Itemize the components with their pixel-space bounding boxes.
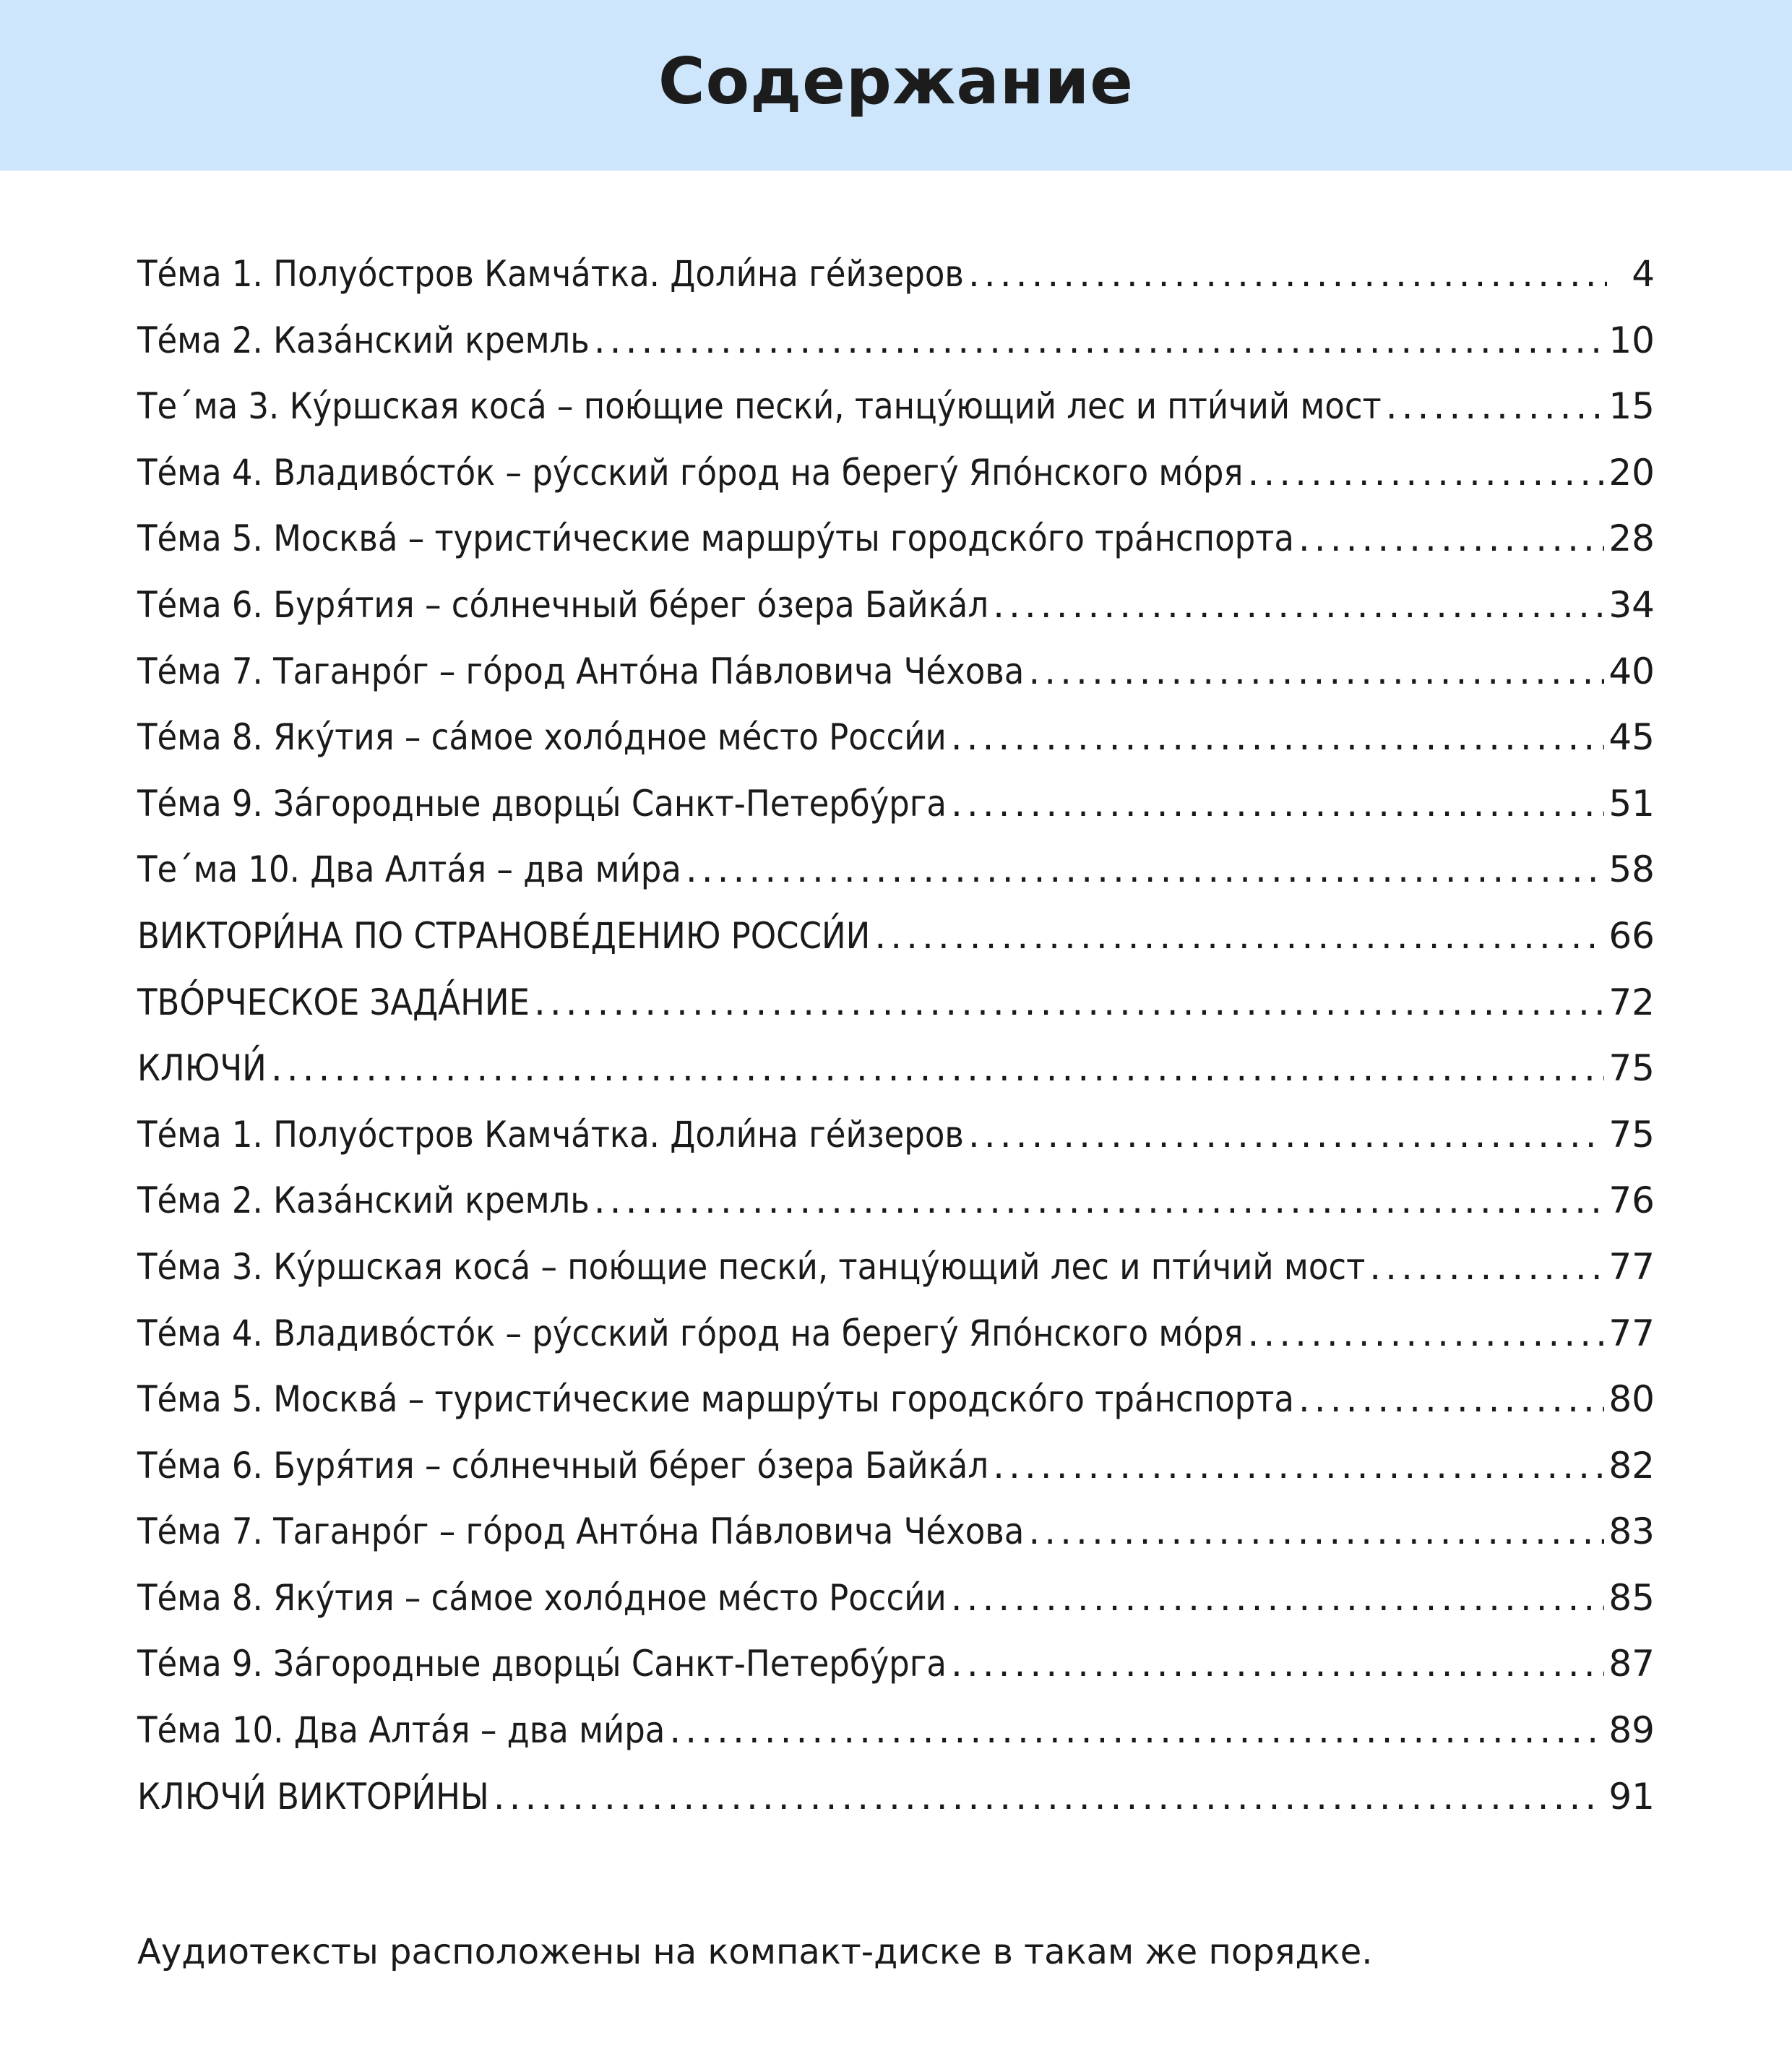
toc-entry[interactable] [137,308,1655,374]
toc-entry-title: Те́ма 4. Владиво́сто́к – ру́сский го́род на берегу́ Япо́нского мо́ря [137,1312,1244,1354]
toc-entry[interactable] [137,1367,1655,1433]
audio-note: Аудиотексты расположены на компакт-диске в такам же порядке. [137,1932,1373,1972]
dot-leader [686,837,1605,903]
dot-leader [951,1631,1604,1698]
toc-entry[interactable] [137,241,1655,308]
header-banner [0,0,1792,171]
toc-entry-page: 82 [1608,1444,1655,1487]
toc-entry[interactable] [137,903,1655,970]
toc-entry-title: Те́ма 9. За́городные дворцы́ Санкт-Петербу́рга [137,782,947,825]
toc-entry[interactable] [137,1698,1655,1764]
toc-entry-title: Те́ма 1. Полуо́стров Камча́тка. Доли́на ге́йзеров [137,253,964,295]
toc-entry[interactable] [137,705,1655,771]
toc-entry-page: 45 [1608,716,1655,759]
dot-leader [494,1764,1605,1831]
dot-leader [968,241,1607,308]
dot-leader [594,308,1605,374]
toc-entry[interactable] [137,837,1655,903]
toc-entry-page: 80 [1608,1378,1655,1421]
toc-entry-page: 4 [1632,253,1655,295]
table-of-contents [137,241,1655,1830]
toc-entry-title: Те´ма 10. Два Алта́я – два ми́ра [137,848,681,891]
page-title: Содержание [658,43,1134,119]
toc-entry[interactable] [137,1631,1655,1698]
toc-entry[interactable] [137,1102,1655,1169]
toc-entry-page: 87 [1608,1643,1655,1685]
dot-leader [993,1433,1604,1500]
dot-leader [669,1698,1604,1764]
toc-entry[interactable] [137,440,1655,507]
toc-entry-page: 83 [1608,1510,1655,1553]
dot-leader [951,1565,1605,1632]
toc-entry-page: 34 [1608,583,1655,626]
toc-entry-title: Те́ма 8. Яку́тия – са́мое холо́дное ме́сто Росси́и [137,716,947,759]
toc-entry-title: Те́ма 2. Каза́нский кремль [137,1179,590,1222]
dot-leader [271,1036,1605,1102]
dot-leader [993,572,1604,639]
dot-leader [1247,1301,1604,1367]
toc-entry-page: 91 [1608,1775,1655,1818]
toc-entry-title: Те´ма 3. Ку́ршская коса́ – пою́щие пески́, танцу́ющий лес и пти́чий мост [137,385,1382,428]
dot-leader [1028,1499,1604,1565]
toc-entry-page: 77 [1608,1245,1655,1288]
dot-leader [874,903,1604,970]
toc-entry-page: 51 [1608,782,1655,825]
toc-entry[interactable] [137,374,1655,440]
toc-entry-page: 75 [1608,1047,1655,1090]
toc-entry-page: 28 [1608,517,1655,560]
toc-entry-title: Те́ма 3. Ку́ршская коса́ – пою́щие пески́, танцу́ющий лес и пти́чий мост [137,1245,1366,1288]
dot-leader [534,970,1604,1036]
toc-entry-title: Те́ма 6. Буря́тия – со́лнечный бе́рег о́зера Байка́л [137,1444,989,1487]
toc-entry[interactable] [137,1499,1655,1565]
toc-entry-title: Те́ма 7. Таганро́г – го́род Анто́на Па́вловича Че́хова [137,1510,1025,1553]
toc-entry-title: Те́ма 8. Яку́тия – са́мое холо́дное ме́сто Росси́и [137,1576,947,1619]
dot-leader [1028,639,1604,705]
toc-entry-page: 72 [1608,981,1655,1023]
toc-entry[interactable] [137,1036,1655,1102]
toc-entry-page: 75 [1608,1113,1655,1156]
toc-entry-title: ТВО́РЧЕСКОЕ ЗАДА́НИЕ [137,981,530,1023]
dot-leader [951,705,1605,771]
toc-entry-title: Те́ма 7. Таганро́г – го́род Анто́на Па́вловича Че́хова [137,650,1025,692]
dot-leader [1369,1234,1604,1301]
toc-entry-page: 40 [1608,650,1655,692]
toc-entry[interactable] [137,1168,1655,1234]
toc-entry-title: Те́ма 4. Владиво́сто́к – ру́сский го́род на берегу́ Япо́нского мо́ря [137,451,1244,494]
toc-entry-title: Те́ма 2. Каза́нский кремль [137,319,590,361]
toc-entry-page: 15 [1608,385,1655,428]
dot-leader [1247,440,1604,507]
dot-leader [968,1102,1604,1169]
toc-entry[interactable] [137,970,1655,1036]
toc-entry-title: КЛЮЧИ́ ВИКТОРИ́НЫ [137,1775,489,1818]
toc-entry-page: 85 [1608,1576,1655,1619]
toc-entry-page: 89 [1608,1709,1655,1752]
toc-entry-title: Те́ма 10. Два Алта́я – два ми́ра [137,1709,665,1752]
toc-entry[interactable] [137,506,1655,572]
toc-entry[interactable] [137,639,1655,705]
toc-entry-title: КЛЮЧИ́ [137,1047,267,1090]
toc-entry[interactable] [137,1764,1655,1831]
dot-leader [1298,1367,1604,1433]
dot-leader [951,771,1604,838]
toc-entry[interactable] [137,1301,1655,1367]
toc-entry-title: ВИКТОРИ́НА ПО СТРАНОВЕ́ДЕНИЮ РОССИ́И [137,914,871,957]
toc-entry-page: 66 [1608,914,1655,957]
toc-entry[interactable] [137,572,1655,639]
toc-entry-title: Те́ма 6. Буря́тия – со́лнечный бе́рег о́зера Байка́л [137,583,989,626]
toc-entry-title: Те́ма 1. Полуо́стров Камча́тка. Доли́на ге́йзеров [137,1113,964,1156]
toc-entry-page: 20 [1608,451,1655,494]
dot-leader [1386,374,1605,440]
toc-entry[interactable] [137,1234,1655,1301]
toc-entry-page: 77 [1608,1312,1655,1354]
toc-entry[interactable] [137,1433,1655,1500]
toc-entry-title: Те́ма 5. Москва́ – туристи́ческие маршру́ты городско́го тра́нспорта [137,1378,1294,1421]
toc-entry-page: 10 [1608,319,1655,361]
toc-entry-page: 76 [1608,1179,1655,1222]
toc-entry-title: Те́ма 9. За́городные дворцы́ Санкт-Петербу́рга [137,1643,947,1685]
toc-entry[interactable] [137,771,1655,838]
toc-entry[interactable] [137,1565,1655,1632]
toc-entry-page: 58 [1608,848,1655,891]
dot-leader [1298,506,1604,572]
toc-entry-title: Те́ма 5. Москва́ – туристи́ческие маршру́ты городско́го тра́нспорта [137,517,1294,560]
dot-leader [594,1168,1605,1234]
